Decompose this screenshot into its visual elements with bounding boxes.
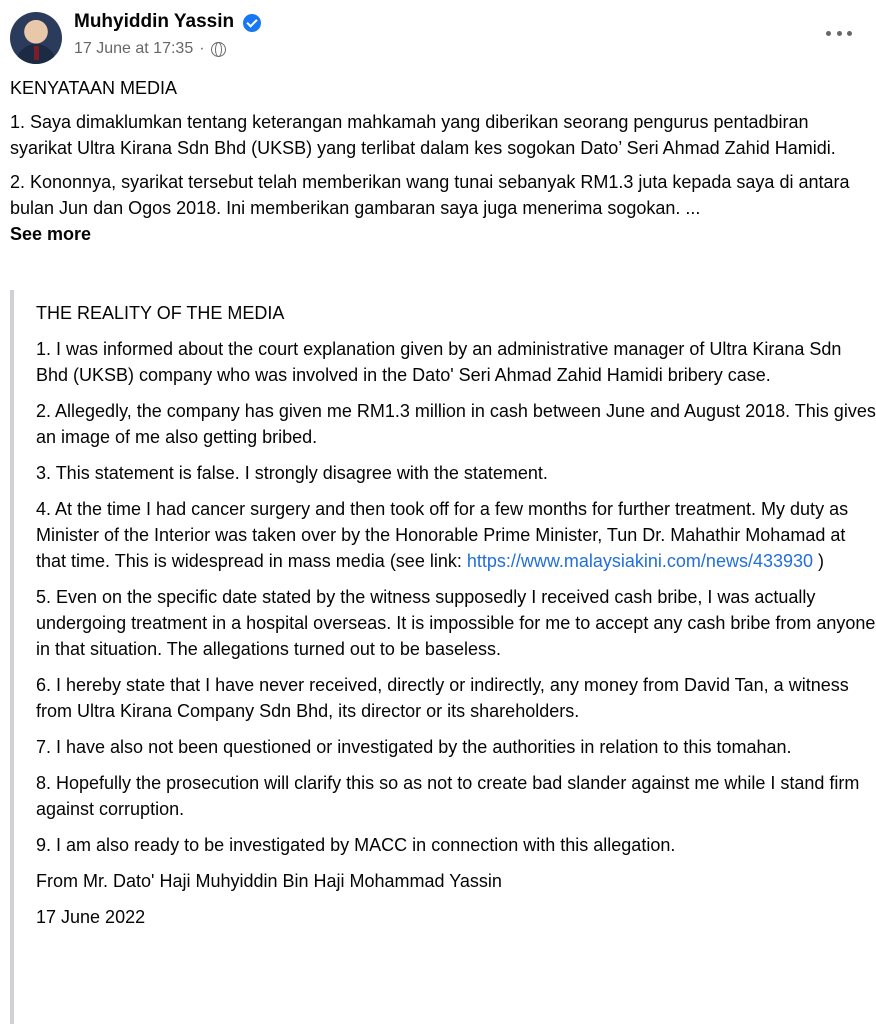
quote-item: 6. I hereby state that I have never received, directly or indirectly, any money from David Tan, a witness from Ultra Kirana Company Sdn Bhd, its director or its shareholders. <box>36 675 849 721</box>
more-dot <box>826 31 831 36</box>
post-paragraph-2 <box>10 169 866 247</box>
post-paragraph-1: 1. Saya dimaklumkan tentang keterangan mahkamah yang diberikan seorang pengurus pentadbiran syarikat Ultra Kirana Sdn Bhd (UKSB) yang terlibat dalam kes sogokan Dato’ Seri Ahmad Zahid Hamidi. <box>10 112 836 158</box>
quote-item-text: 4. At the time I had cancer surgery and then took off for a few months for further treatment. My duty as Minister of the Interior was taken over by the Honorable Prime Minister, Tun Dr. Mahathir Mohamad at that time. This is widespread in mass media (see link: <box>36 499 849 571</box>
quote-item: 2. Allegedly, the company has given me RM1.3 million in cash between June and August 2018. This gives an image of me also getting bribed. <box>36 401 876 447</box>
quote-heading: THE REALITY OF THE MEDIA <box>36 303 285 323</box>
author-name[interactable]: Muhyiddin Yassin <box>74 11 235 32</box>
more-options-icon[interactable] <box>826 28 852 38</box>
post-meta <box>74 40 226 58</box>
verified-badge-icon <box>243 14 261 32</box>
quote-item-end: ) <box>813 551 825 571</box>
more-dot <box>837 31 842 36</box>
see-more-link[interactable]: See more <box>10 224 92 244</box>
post-paragraph-2-text: 2. Kononnya, syarikat tersebut telah memberikan wang tunai sebanyak RM1.3 juta kepada saya di antara bulan Jun dan Ogos 2018. Ini memberikan gambaran saya juga menerima sogokan. ... <box>10 172 850 218</box>
more-dot <box>847 31 852 36</box>
quote-item: 1. I was informed about the court explanation given by an administrative manager of Ultra Kirana Sdn Bhd (UKSB) company who was involved in the Dato' Seri Ahmad Zahid Hamidi bribery case. <box>36 339 842 385</box>
translation-quote-block <box>10 290 876 1024</box>
avatar-tie-shape <box>34 46 39 60</box>
quote-item: 7. I have also not been questioned or investigated by the authorities in relation to this tomahan. <box>36 737 792 757</box>
quote-item: 5. Even on the specific date stated by the witness supposedly I received cash bribe, I was actually undergoing treatment in a hospital overseas. It is impossible for me to accept any cash bribe from anyone in that situation. The allegations turned out to be baseless. <box>36 587 876 659</box>
quote-item <box>36 496 876 574</box>
post-body <box>10 75 866 247</box>
author-avatar[interactable] <box>10 12 62 64</box>
quote-item: 3. This statement is false. I strongly disagree with the statement. <box>36 463 548 483</box>
quote-item: 8. Hopefully the prosecution will clarify this so as not to create bad slander against me while I stand firm against corruption. <box>36 773 860 819</box>
quote-item: 9. I am also ready to be investigated by MACC in connection with this allegation. <box>36 835 676 855</box>
malaysiakini-link[interactable]: https://www.malaysiakini.com/news/433930 <box>466 551 814 571</box>
post-header <box>0 0 876 70</box>
meta-separator: · <box>199 40 205 57</box>
globe-icon[interactable] <box>211 42 226 57</box>
post-timestamp[interactable]: 17 June at 17:35 <box>74 40 194 57</box>
quote-signoff: From Mr. Dato' Haji Muhyiddin Bin Haji Mohammad Yassin <box>36 871 502 891</box>
quote-date: 17 June 2022 <box>36 907 146 927</box>
post-heading: KENYATAAN MEDIA <box>10 78 178 98</box>
